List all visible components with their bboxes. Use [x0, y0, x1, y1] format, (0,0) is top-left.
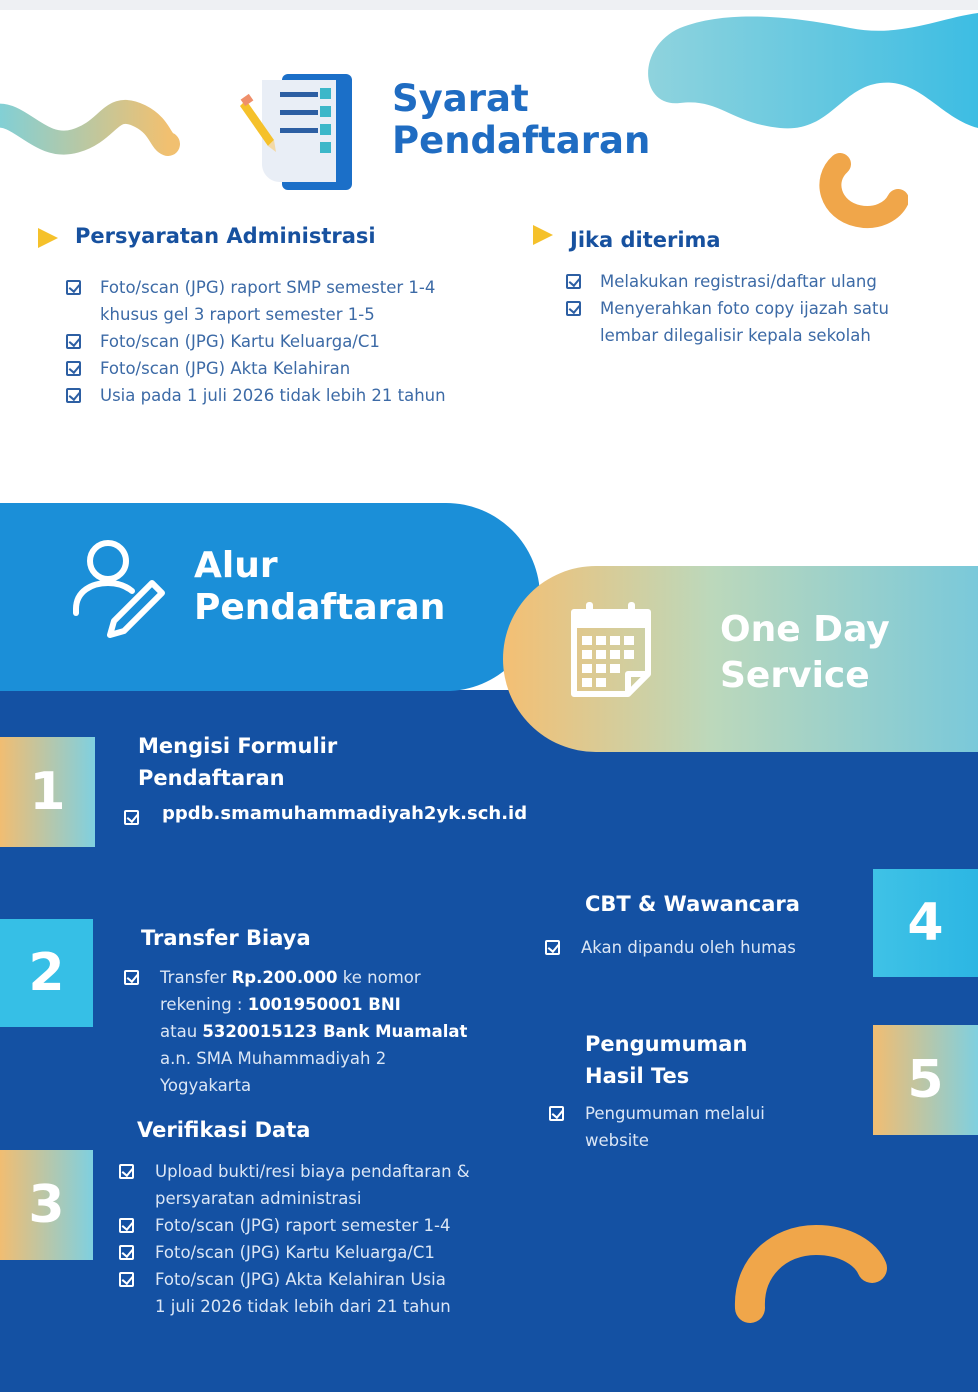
- amount: Rp.200.000: [231, 968, 338, 987]
- list-item-continuation: persyaratan administrasi: [155, 1189, 362, 1208]
- administrasi-list: [66, 274, 506, 409]
- list-item-continuation: [124, 991, 524, 1018]
- step-5-title: [585, 1028, 747, 1092]
- item-text: Foto/scan (JPG) Kartu Keluarga/C1: [155, 1243, 435, 1262]
- checkbox-icon: [549, 1106, 564, 1121]
- checkbox-icon: [119, 1245, 134, 1260]
- alur-title-line-1: Alur: [194, 545, 278, 586]
- list-item-continuation: website: [585, 1131, 649, 1150]
- text: ke nomor: [337, 968, 421, 987]
- text: atau: [160, 1022, 203, 1041]
- list-item: [66, 382, 506, 409]
- checklist-document-icon: [240, 70, 356, 192]
- list-item-continuation: lembar dilegalisir kepala sekolah: [600, 326, 871, 345]
- list-item: [566, 295, 966, 322]
- page-title: [392, 78, 650, 162]
- item-text: Upload bukti/resi biaya pendaftaran &: [155, 1162, 470, 1181]
- website-url: ppdb.smamuhammadiyah2yk.sch.id: [162, 803, 528, 824]
- administrasi-heading: Persyaratan Administrasi: [75, 224, 376, 248]
- decorative-arc-orange-bottom: [728, 1218, 888, 1326]
- step-number-2: 2: [0, 919, 93, 1027]
- one-day-service-title: [720, 607, 890, 699]
- item-text: Pengumuman melalui: [585, 1104, 765, 1123]
- checkbox-icon: [566, 301, 581, 316]
- list-item: [66, 328, 506, 355]
- step-5-list: [549, 1100, 849, 1154]
- step-1-list: [124, 800, 527, 828]
- list-item: [124, 964, 524, 991]
- arrow-bullet-icon: [38, 228, 58, 248]
- list-item: [545, 934, 865, 961]
- list-item: [566, 268, 966, 295]
- list-item: [66, 274, 506, 301]
- checkbox-icon: [119, 1218, 134, 1233]
- checkbox-icon: [66, 334, 81, 349]
- step-2-title: Transfer Biaya: [141, 926, 311, 950]
- alur-title-line-2: Pendaftaran: [194, 587, 446, 628]
- decorative-arc-orange-top: [816, 150, 908, 230]
- list-item: [66, 355, 506, 382]
- title-line-2: Pendaftaran: [392, 119, 651, 162]
- user-edit-icon: [70, 537, 170, 641]
- checkbox-icon: [566, 274, 581, 289]
- alur-title: [194, 545, 445, 629]
- list-item: [119, 1158, 539, 1185]
- calendar-icon: [566, 600, 656, 698]
- step-3-title: Verifikasi Data: [137, 1118, 311, 1142]
- item-text: Akan dipandu oleh humas: [581, 938, 796, 957]
- list-item-continuation: Yogyakarta: [160, 1076, 252, 1095]
- checkbox-icon: [66, 280, 81, 295]
- step-4-list: [545, 934, 865, 961]
- diterima-heading: Jika diterima: [570, 228, 721, 252]
- list-item: [119, 1266, 539, 1293]
- step-5-title-line-1: Pengumuman: [585, 1032, 748, 1056]
- decorative-blob-top-right: [640, 8, 978, 148]
- checkbox-icon: [119, 1164, 134, 1179]
- list-item-continuation: [124, 1018, 524, 1045]
- step-number-1: 1: [0, 737, 95, 847]
- checkbox-icon: [66, 361, 81, 376]
- account-number: 5320015123 Bank Muamalat: [202, 1022, 468, 1041]
- item-text: Usia pada 1 juli 2026 tidak lebih 21 tahun: [100, 386, 446, 405]
- item-text: Menyerahkan foto copy ijazah satu: [600, 299, 889, 318]
- list-item-continuation: 1 juli 2026 tidak lebih dari 21 tahun: [155, 1297, 451, 1316]
- list-item: [119, 1239, 539, 1266]
- item-text: Foto/scan (JPG) raport SMP semester 1-4: [100, 278, 436, 297]
- list-item: [124, 800, 527, 828]
- item-text: Foto/scan (JPG) Akta Kelahiran Usia: [155, 1270, 446, 1289]
- step-1-title-line-1: Mengisi Formulir: [138, 734, 338, 758]
- checkbox-icon: [124, 970, 139, 985]
- item-text: Foto/scan (JPG) Kartu Keluarga/C1: [100, 332, 380, 351]
- step-number-3: 3: [0, 1150, 93, 1260]
- diterima-list: [566, 268, 966, 349]
- text: Transfer: [160, 968, 232, 987]
- list-item: [549, 1100, 849, 1127]
- checkbox-icon: [545, 940, 560, 955]
- step-number-5: 5: [873, 1025, 978, 1135]
- account-number: 1001950001 BNI: [247, 995, 401, 1014]
- step-1-title-line-2: Pendaftaran: [138, 766, 285, 790]
- decorative-wave-left: [0, 96, 180, 166]
- step-number-4: 4: [873, 869, 978, 977]
- checkbox-icon: [119, 1272, 134, 1287]
- ods-title-line-1: One Day: [720, 609, 890, 650]
- step-1-title: [138, 730, 337, 794]
- list-item-continuation: a.n. SMA Muhammadiyah 2: [160, 1049, 387, 1068]
- item-text: Melakukan registrasi/daftar ulang: [600, 272, 877, 291]
- title-line-1: Syarat: [392, 77, 529, 120]
- step-4-title: CBT & Wawancara: [585, 892, 800, 916]
- ods-title-line-2: Service: [720, 655, 870, 696]
- text: rekening :: [160, 995, 248, 1014]
- checkbox-icon: [66, 388, 81, 403]
- checkbox-icon: [124, 810, 139, 825]
- list-item: [119, 1212, 539, 1239]
- item-text: Foto/scan (JPG) Akta Kelahiran: [100, 359, 351, 378]
- arrow-bullet-icon: [533, 225, 553, 245]
- list-item-continuation: khusus gel 3 raport semester 1-5: [100, 305, 375, 324]
- step-3-list: [119, 1158, 539, 1320]
- item-text: Foto/scan (JPG) raport semester 1-4: [155, 1216, 451, 1235]
- step-2-list: [124, 964, 524, 1099]
- step-5-title-line-2: Hasil Tes: [585, 1064, 690, 1088]
